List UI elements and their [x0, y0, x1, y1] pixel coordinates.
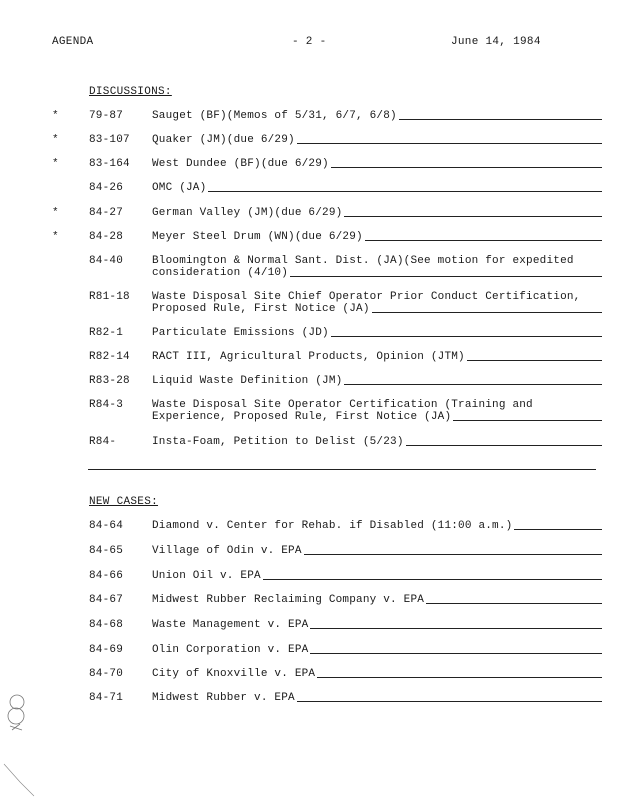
item-text: Liquid Waste Definition (JM)	[152, 375, 343, 387]
item-text: German Valley (JM)(due 6/29)	[152, 207, 343, 219]
docket-number: R83-28	[89, 375, 130, 387]
entry-rule	[297, 134, 602, 144]
docket-number: R81-18	[89, 291, 130, 303]
header-title: AGENDA	[52, 36, 94, 48]
entry-rule	[426, 594, 602, 604]
blank-entry-line	[88, 469, 596, 470]
docket-number: 84-71	[89, 692, 124, 704]
item-text: Insta-Foam, Petition to Delist (5/23)	[152, 436, 404, 448]
page-number: - 2 -	[292, 36, 327, 48]
header-date: June 14, 1984	[451, 36, 541, 48]
discussions-heading: DISCUSSIONS:	[89, 86, 172, 98]
entry-rule	[406, 436, 602, 446]
priority-star: *	[52, 158, 59, 170]
item-text: Union Oil v. EPA	[152, 570, 261, 582]
item-text: Waste Management v. EPA	[152, 619, 309, 631]
entry-rule	[372, 303, 602, 313]
docket-number: R84-3	[89, 399, 124, 411]
entry-rule	[208, 182, 602, 192]
docket-number: R82-1	[89, 327, 124, 339]
priority-star: *	[52, 207, 59, 219]
item-text: Midwest Rubber v. EPA	[152, 692, 295, 704]
docket-number: 84-68	[89, 619, 124, 631]
docket-number: 84-26	[89, 182, 124, 194]
docket-number: 83-107	[89, 134, 130, 146]
entry-rule	[399, 110, 602, 120]
entry-rule	[331, 327, 602, 337]
entry-rule	[331, 158, 602, 168]
item-text-continued: Proposed Rule, First Notice (JA)	[152, 303, 370, 315]
entry-rule	[263, 570, 602, 580]
entry-rule	[453, 411, 602, 421]
item-text: Village of Odin v. EPA	[152, 545, 302, 557]
entry-rule	[317, 668, 602, 678]
item-text: Particulate Emissions (JD)	[152, 327, 329, 339]
docket-number: 84-27	[89, 207, 124, 219]
item-text-continued: consideration (4/10)	[152, 267, 289, 279]
entry-rule	[297, 692, 602, 702]
item-text: Waste Disposal Site Operator Certification (Training and	[152, 399, 533, 411]
new-cases-heading: NEW CASES:	[89, 496, 159, 508]
docket-number: 84-69	[89, 644, 124, 656]
docket-number: R84-	[89, 436, 117, 448]
item-text: Bloomington & Normal Sant. Dist. (JA)(See motion for expedited	[152, 255, 574, 267]
priority-star: *	[52, 134, 59, 146]
entry-rule	[304, 545, 602, 555]
item-text: OMC (JA)	[152, 182, 207, 194]
item-text: Sauget (BF)(Memos of 5/31, 6/7, 6/8)	[152, 110, 397, 122]
docket-number: 84-65	[89, 545, 124, 557]
entry-rule	[467, 351, 602, 361]
entry-rule	[310, 619, 602, 629]
docket-number: 84-67	[89, 594, 124, 606]
item-text-continued: Experience, Proposed Rule, First Notice (JA)	[152, 411, 452, 423]
entry-rule	[514, 520, 602, 530]
scan-edge-mark	[0, 760, 40, 800]
item-text: City of Knoxville v. EPA	[152, 668, 316, 680]
item-text: Quaker (JM)(due 6/29)	[152, 134, 295, 146]
item-text: RACT III, Agricultural Products, Opinion (JTM)	[152, 351, 465, 363]
entry-rule	[290, 267, 602, 277]
docket-number: 84-64	[89, 520, 124, 532]
priority-star: *	[52, 231, 59, 243]
docket-number: 83-164	[89, 158, 130, 170]
item-text: West Dundee (BF)(due 6/29)	[152, 158, 329, 170]
priority-star: *	[52, 110, 59, 122]
docket-number: 84-40	[89, 255, 124, 267]
entry-rule	[344, 207, 602, 217]
docket-number: R82-14	[89, 351, 130, 363]
entry-rule	[365, 231, 602, 241]
docket-number: 79-87	[89, 110, 124, 122]
entry-rule	[344, 375, 602, 385]
item-text: Olin Corporation v. EPA	[152, 644, 309, 656]
scan-stamp-mark	[4, 690, 30, 734]
docket-number: 84-70	[89, 668, 124, 680]
item-text: Waste Disposal Site Chief Operator Prior Conduct Certification,	[152, 291, 581, 303]
docket-number: 84-28	[89, 231, 124, 243]
item-text: Diamond v. Center for Rehab. if Disabled (11:00 a.m.)	[152, 520, 513, 532]
docket-number: 84-66	[89, 570, 124, 582]
item-text: Meyer Steel Drum (WN)(due 6/29)	[152, 231, 363, 243]
item-text: Midwest Rubber Reclaiming Company v. EPA	[152, 594, 425, 606]
entry-rule	[310, 644, 602, 654]
